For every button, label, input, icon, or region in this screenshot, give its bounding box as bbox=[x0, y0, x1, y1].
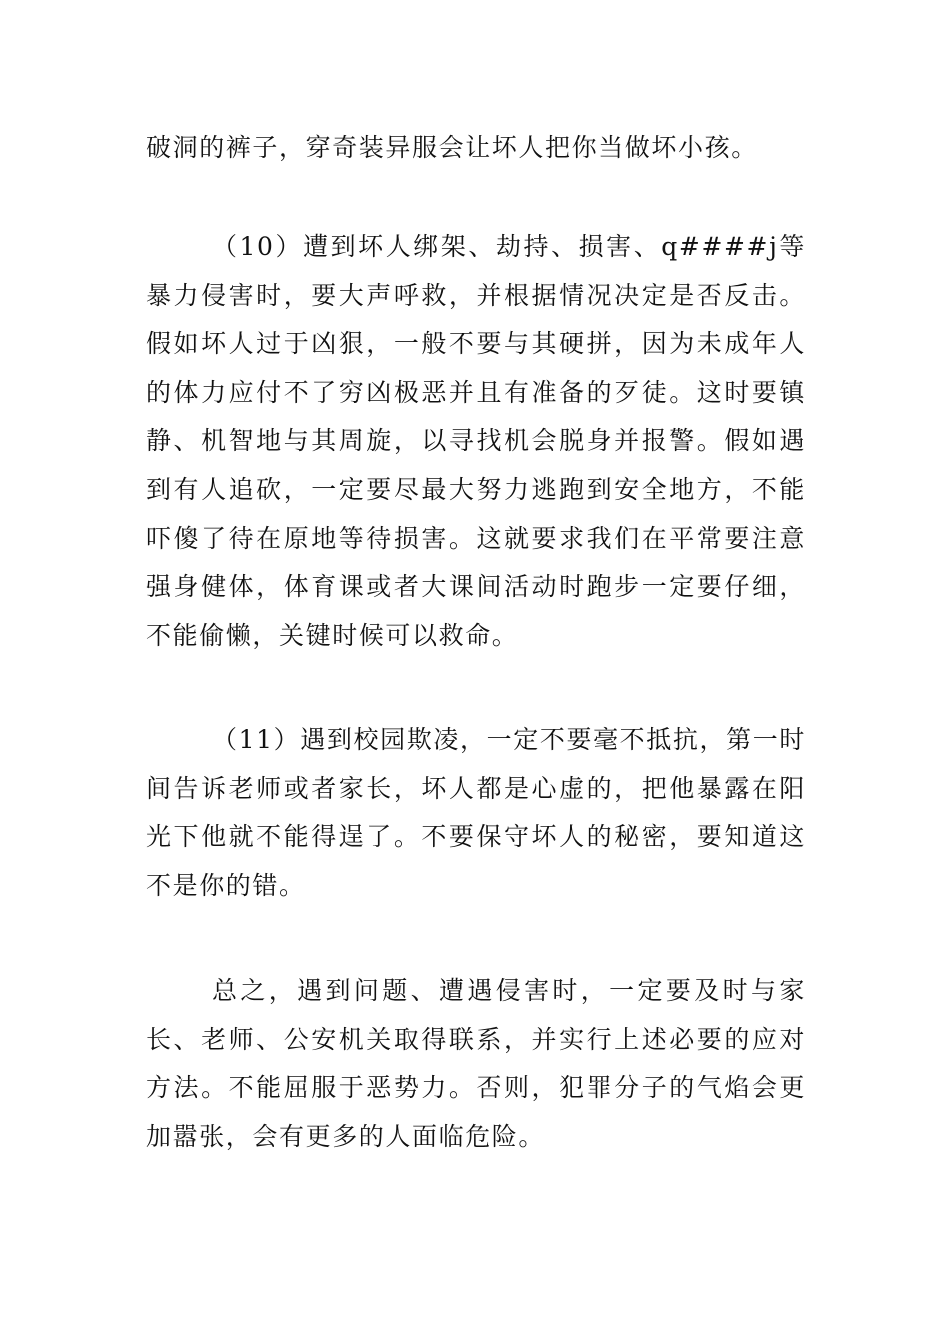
paragraph-item-11: （11）遇到校园欺凌，一定不要毫不抵抗，第一时间告诉老师或者家长，坏人都是心虚的，把他暴露在阳光下他就不能得逞了。不要保守坏人的秘密，要知道这不是你的错。 bbox=[146, 725, 806, 900]
paragraph-summary: 总之，遇到问题、遭遇侵害时，一定要及时与家长、老师、公安机关取得联系，并实行上述必要的应对方法。不能屈服于恶势力。否则，犯罪分子的气焰会更加嚣张，会有更多的人面临危险。 bbox=[146, 976, 806, 1151]
paragraph-item-10: （10）遭到坏人绑架、劫持、损害、q####j等暴力侵害时，要大声呼救，并根据情况决定是否反击。假如坏人过于凶狠，一般不要与其硬拼，因为未成年人的体力应付不了穷凶极恶并且有准备的歹徒。这时要镇静、机智地与其周旋，以寻找机会脱身并报警。假如遇到有人追砍，一定要尽最大努力逃跑到安全地方，不能吓傻了待在原地等待损害。这就要求我们在平常要注意强身健体，体育课或者大课间活动时跑步一定要仔细，不能偷懒，关键时候可以救命。 bbox=[146, 232, 806, 650]
paragraph-continuation: 破洞的裤子，穿奇装异服会让坏人把你当做坏小孩。 bbox=[146, 133, 758, 162]
